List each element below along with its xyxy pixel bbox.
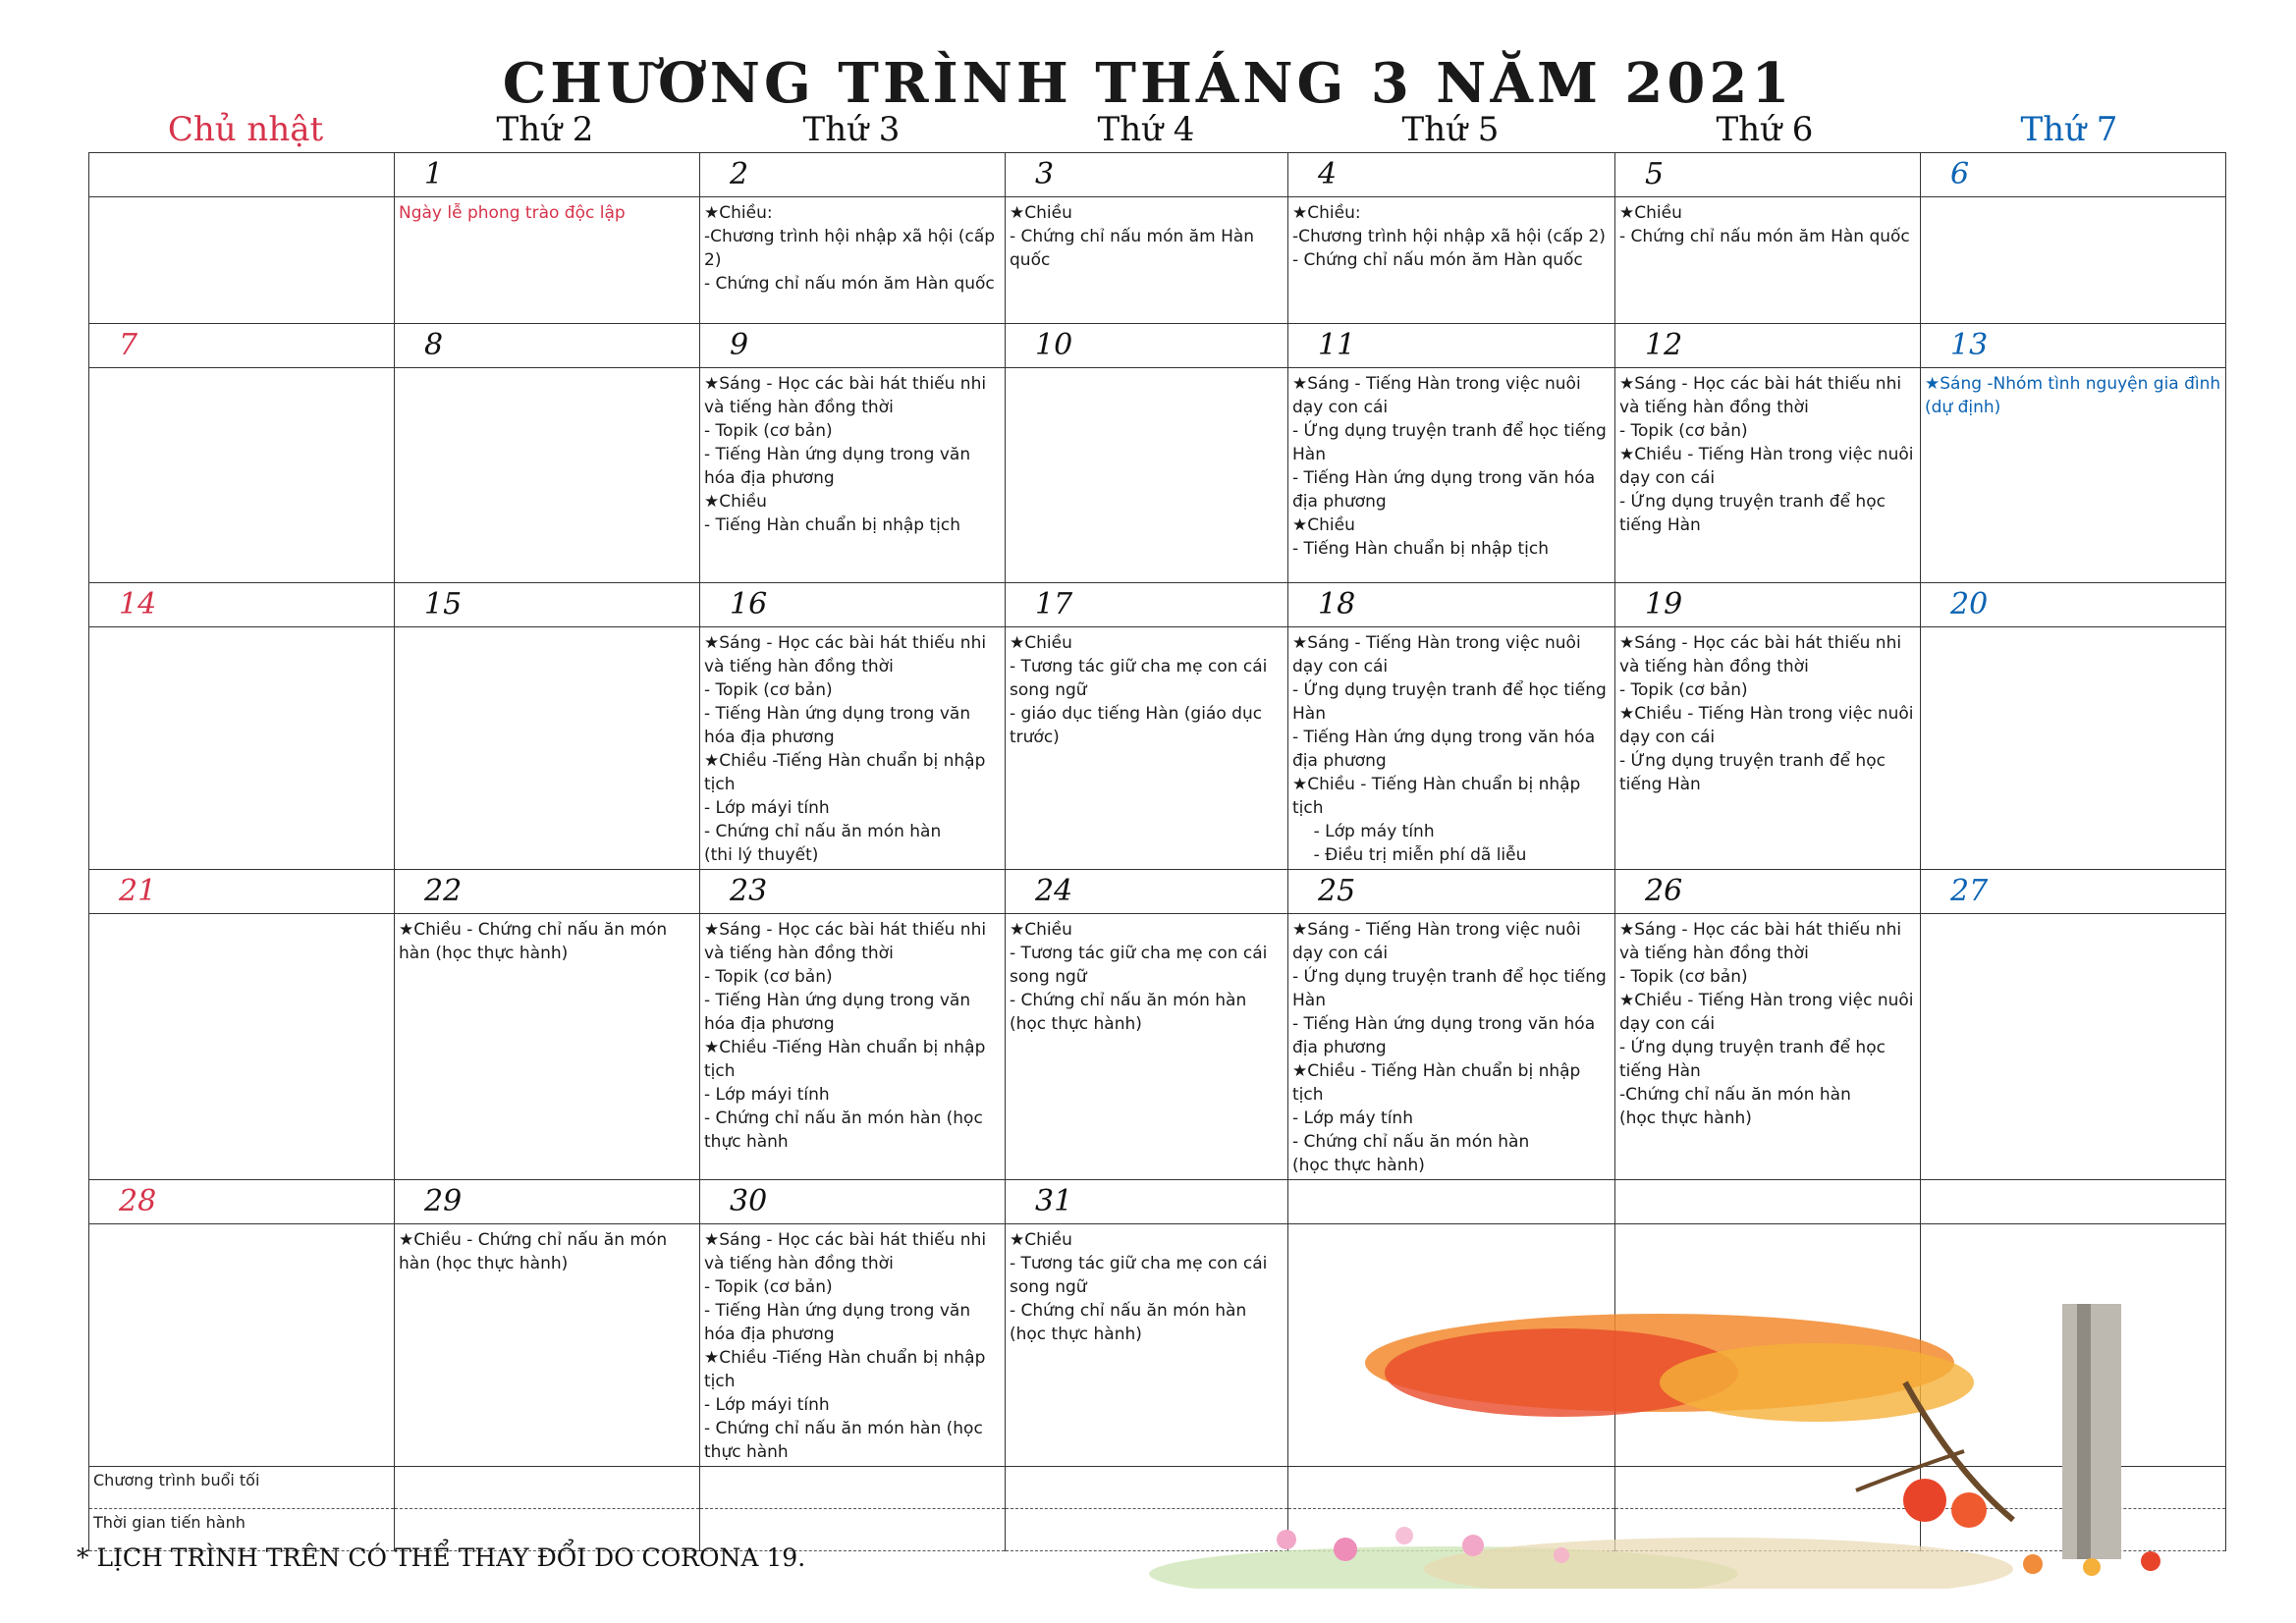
- date-number-cell-monday: [395, 1180, 700, 1224]
- day-header-wednesday: Thứ 4: [1097, 110, 1195, 149]
- event-text: ★Sáng - Học các bài hát thiếu nhi và tiếng hàn đồng thời - Topik (cơ bản) ★Chiều - Tiếng Hàn trong việc nuôi dạy con cái - Ứng dụng truyện tranh để học tiếng Hàn: [1619, 374, 1914, 535]
- date-number: 16: [730, 587, 768, 622]
- day-cell-friday: [1615, 627, 1921, 870]
- event-text: [89, 197, 394, 203]
- date-number-cell-tuesday: [700, 1180, 1006, 1224]
- date-number-cell-monday: [395, 870, 700, 914]
- date-number: 29: [424, 1184, 463, 1218]
- event-text: ★Chiều - Chứng chỉ nấu ăn món hàn (học thực hành): [399, 1230, 673, 1273]
- date-number: [1288, 1180, 1614, 1184]
- day-cell-thursday: [1288, 627, 1615, 870]
- event-text: [1921, 197, 2225, 203]
- event-text: ★Chiều - Tương tác giữ cha mẹ con cái song ngữ - Chứng chỉ nấu ăn món hàn (học thực hành): [1010, 920, 1268, 1034]
- date-number: 9: [730, 328, 749, 362]
- date-number-cell-saturday: [1921, 1180, 2226, 1224]
- date-number: 27: [1950, 874, 1989, 908]
- bottom-row-label: Chương trình buổi tối: [89, 1467, 395, 1509]
- date-number-cell-sunday: [89, 870, 395, 914]
- event-text: [89, 627, 394, 633]
- day-cell-wednesday: [1006, 627, 1288, 870]
- event-text: ★Chiều - Chứng chỉ nấu ăn món hàn (học thực hành): [399, 920, 673, 963]
- event-text: [395, 368, 699, 374]
- date-number: 11: [1318, 328, 1356, 362]
- date-number: 21: [119, 874, 157, 908]
- date-number-cell-tuesday: [700, 583, 1006, 627]
- week-number-row: [89, 324, 2226, 368]
- date-number-cell-wednesday: [1006, 324, 1288, 368]
- date-number-cell-saturday: [1921, 870, 2226, 914]
- date-number: 5: [1645, 157, 1665, 191]
- date-number-cell-wednesday: [1006, 870, 1288, 914]
- date-number-cell-thursday: [1288, 870, 1615, 914]
- date-number-cell-saturday: [1921, 153, 2226, 197]
- event-text: ★Sáng - Học các bài hát thiếu nhi và tiếng hàn đồng thời - Topik (cơ bản) - Tiếng Hàn ứng dụng trong văn hóa địa phương ★Chiều -Tiếng Hàn chuẩn bị nhập tịch - Lớp máyi tính - Chứng chỉ nấu ăn món hàn (thi lý thuyết): [704, 633, 987, 865]
- date-number: 23: [730, 874, 768, 908]
- week-content-row: [89, 627, 2226, 870]
- day-cell-friday: [1615, 368, 1921, 583]
- date-number: 1: [424, 157, 444, 191]
- event-text: [1288, 1224, 1614, 1230]
- date-number: 28: [119, 1184, 157, 1218]
- date-number-cell-sunday: [89, 583, 395, 627]
- date-number: 17: [1035, 587, 1073, 622]
- day-cell-tuesday: [700, 914, 1006, 1180]
- day-cell-thursday: [1288, 197, 1615, 324]
- date-number: 20: [1950, 587, 1989, 622]
- day-cell-tuesday: [700, 627, 1006, 870]
- date-number-cell-saturday: [1921, 324, 2226, 368]
- day-cell-sunday: [89, 914, 395, 1180]
- day-cell-friday: [1615, 197, 1921, 324]
- day-cell-saturday: [1921, 197, 2226, 324]
- date-number-cell-sunday: [89, 324, 395, 368]
- day-cell-thursday: [1288, 368, 1615, 583]
- event-text: [395, 627, 699, 633]
- date-number-cell-wednesday: [1006, 1180, 1288, 1224]
- week-number-row: [89, 1180, 2226, 1224]
- event-text: [89, 914, 394, 920]
- event-text: ★Sáng - Học các bài hát thiếu nhi và tiếng hàn đồng thời - Topik (cơ bản) - Tiếng Hàn ứng dụng trong văn hóa địa phương ★Chiều -Tiếng Hàn chuẩn bị nhập tịch - Lớp máyi tính - Chứng chỉ nấu ăn món hàn (học thực hành: [704, 920, 987, 1152]
- event-text: ★Chiều - Chứng chỉ nấu món ăm Hàn quốc: [1619, 203, 1910, 246]
- date-number: 4: [1318, 157, 1338, 191]
- day-cell-monday: [395, 1224, 700, 1467]
- date-number: [1921, 1180, 2225, 1184]
- week-number-row: [89, 870, 2226, 914]
- day-cell-monday: [395, 914, 700, 1180]
- date-number-cell-wednesday: [1006, 583, 1288, 627]
- date-number: 7: [119, 328, 138, 362]
- day-cell-sunday: [89, 197, 395, 324]
- day-cell-wednesday: [1006, 368, 1288, 583]
- date-number-cell-friday: [1615, 1180, 1921, 1224]
- event-text: ★Sáng -Nhóm tình nguyện gia đình (dự định): [1925, 374, 2226, 417]
- event-text: [1921, 627, 2225, 633]
- event-text: [1006, 368, 1287, 374]
- event-text: ★Chiều: -Chương trình hội nhập xã hội (cấp 2) - Chứng chỉ nấu món ăm Hàn quốc: [704, 203, 996, 294]
- date-number: 2: [730, 157, 749, 191]
- day-cell-thursday: [1288, 914, 1615, 1180]
- event-text: [1921, 1224, 2225, 1230]
- event-text: [1921, 914, 2225, 920]
- day-cell-tuesday: [700, 197, 1006, 324]
- bottom-row-cell: [395, 1467, 700, 1509]
- day-cell-sunday: [89, 1224, 395, 1467]
- date-number-cell-monday: [395, 324, 700, 368]
- event-text: ★Sáng - Học các bài hát thiếu nhi và tiếng hàn đồng thời - Topik (cơ bản) ★Chiều - Tiếng Hàn trong việc nuôi dạy con cái - Ứng dụng truyện tranh để học tiếng Hàn -Chứng chỉ nấu ăn món hàn (học thực hành): [1619, 920, 1914, 1128]
- date-number-cell-monday: [395, 153, 700, 197]
- day-cell-tuesday: [700, 1224, 1006, 1467]
- week-content-row: [89, 914, 2226, 1180]
- day-header-thursday: Thứ 5: [1401, 110, 1500, 149]
- event-text: ★Sáng - Tiếng Hàn trong việc nuôi dạy con cái - Ứng dụng truyện tranh để học tiếng Hàn - Tiếng Hàn ứng dụng trong văn hóa địa phương ★Chiều - Tiếng Hàn chuẩn bị nhập tịch: [1292, 374, 1607, 559]
- event-text: ★Chiều: -Chương trình hội nhập xã hội (cấp 2) - Chứng chỉ nấu món ăm Hàn quốc: [1292, 203, 1606, 270]
- date-number: [1615, 1180, 1920, 1184]
- date-number-cell-sunday: [89, 153, 395, 197]
- date-number-cell-thursday: [1288, 583, 1615, 627]
- event-text: ★Sáng - Tiếng Hàn trong việc nuôi dạy con cái - Ứng dụng truyện tranh để học tiếng Hàn - Tiếng Hàn ứng dụng trong văn hóa địa phương ★Chiều - Tiếng Hàn chuẩn bị nhập tịch - Lớp máy tính - Chứng chỉ nấu ăn món hàn (học thực hành): [1292, 920, 1607, 1175]
- date-number-cell-thursday: [1288, 1180, 1615, 1224]
- date-number-cell-monday: [395, 583, 700, 627]
- date-number: 13: [1950, 328, 1989, 362]
- page-title: CHƯƠNG TRÌNH THÁNG 3 NĂM 2021: [502, 51, 1794, 116]
- date-number-cell-tuesday: [700, 324, 1006, 368]
- day-cell-saturday: [1921, 914, 2226, 1180]
- week-content-row: [89, 197, 2226, 324]
- date-number-cell-friday: [1615, 324, 1921, 368]
- date-number: 6: [1950, 157, 1970, 191]
- day-header-tuesday: Thứ 3: [802, 110, 901, 149]
- date-number-cell-thursday: [1288, 324, 1615, 368]
- date-number: 12: [1645, 328, 1683, 362]
- day-header-saturday: Thứ 7: [2020, 110, 2118, 149]
- event-text: ★Sáng - Học các bài hát thiếu nhi và tiếng hàn đồng thời - Topik (cơ bản) - Tiếng Hàn ứng dụng trong văn hóa địa phương ★Chiều -Tiếng Hàn chuẩn bị nhập tịch - Lớp máyi tính - Chứng chỉ nấu ăn món hàn (học thực hành: [704, 1230, 987, 1462]
- day-cell-wednesday: [1006, 914, 1288, 1180]
- week-content-row: [89, 368, 2226, 583]
- bottom-row-cell: [700, 1467, 1006, 1509]
- date-number: 14: [119, 587, 157, 622]
- date-number-cell-thursday: [1288, 153, 1615, 197]
- day-cell-sunday: [89, 627, 395, 870]
- week-number-row: [89, 153, 2226, 197]
- event-text: ★Chiều - Tương tác giữ cha mẹ con cái song ngữ - giáo dục tiếng Hàn (giáo dục trước): [1010, 633, 1268, 747]
- event-text: ★Chiều - Tương tác giữ cha mẹ con cái song ngữ - Chứng chỉ nấu ăn món hàn (học thực hành): [1010, 1230, 1268, 1344]
- date-number: 31: [1035, 1184, 1073, 1218]
- day-cell-saturday: [1921, 368, 2226, 583]
- event-text: ★Sáng - Học các bài hát thiếu nhi và tiếng hàn đồng thời - Topik (cơ bản) ★Chiều - Tiếng Hàn trong việc nuôi dạy con cái - Ứng dụng truyện tranh để học tiếng Hàn: [1619, 633, 1914, 794]
- footnote: * LỊCH TRÌNH TRÊN CÓ THỂ THAY ĐỔI DO CORONA 19.: [77, 1543, 806, 1572]
- date-number-cell-wednesday: [1006, 153, 1288, 197]
- date-number: 26: [1645, 874, 1683, 908]
- date-number: 22: [424, 874, 463, 908]
- event-text: ★Chiều - Chứng chỉ nấu món ăm Hàn quốc: [1010, 203, 1255, 270]
- date-number: [89, 153, 394, 157]
- event-text: Ngày lễ phong trào độc lập: [399, 203, 626, 223]
- date-number-cell-sunday: [89, 1180, 395, 1224]
- event-text: ★Sáng - Học các bài hát thiếu nhi và tiếng hàn đồng thời - Topik (cơ bản) - Tiếng Hàn ứng dụng trong văn hóa địa phương ★Chiều - Tiếng Hàn chuẩn bị nhập tịch: [704, 374, 987, 535]
- day-cell-wednesday: [1006, 197, 1288, 324]
- date-number: 3: [1035, 157, 1055, 191]
- day-cell-monday: [395, 368, 700, 583]
- date-number: 15: [424, 587, 463, 622]
- day-cell-sunday: [89, 368, 395, 583]
- event-text: [89, 368, 394, 374]
- date-number: 8: [424, 328, 444, 362]
- date-number: 19: [1645, 587, 1683, 622]
- date-number-cell-friday: [1615, 153, 1921, 197]
- day-cell-saturday: [1921, 627, 2226, 870]
- autumn-tree-illustration: [1149, 1304, 2190, 1589]
- date-number-cell-tuesday: [700, 870, 1006, 914]
- date-number-cell-tuesday: [700, 153, 1006, 197]
- day-header-monday: Thứ 2: [496, 110, 594, 149]
- day-cell-friday: [1615, 914, 1921, 1180]
- day-header-sunday: Chủ nhật: [167, 110, 324, 149]
- event-text: [1615, 1224, 1920, 1230]
- day-cell-tuesday: [700, 368, 1006, 583]
- date-number: 25: [1318, 874, 1356, 908]
- date-number: 18: [1318, 587, 1356, 622]
- date-number: 30: [730, 1184, 768, 1218]
- day-cell-monday: [395, 627, 700, 870]
- day-header-friday: Thứ 6: [1716, 110, 1814, 149]
- date-number-cell-friday: [1615, 870, 1921, 914]
- date-number-cell-saturday: [1921, 583, 2226, 627]
- bottom-row-label: Thời gian tiến hành: [89, 1509, 395, 1551]
- week-number-row: [89, 583, 2226, 627]
- date-number: 24: [1035, 874, 1073, 908]
- date-number: 10: [1035, 328, 1073, 362]
- day-cell-monday: [395, 197, 700, 324]
- date-number-cell-friday: [1615, 583, 1921, 627]
- event-text: [89, 1224, 394, 1230]
- event-text: ★Sáng - Tiếng Hàn trong việc nuôi dạy con cái - Ứng dụng truyện tranh để học tiếng Hàn - Tiếng Hàn ứng dụng trong văn hóa địa phương ★Chiều - Tiếng Hàn chuẩn bị nhập tịch - Lớp máy tính - Điều trị miễn phí dã liễu: [1292, 633, 1607, 865]
